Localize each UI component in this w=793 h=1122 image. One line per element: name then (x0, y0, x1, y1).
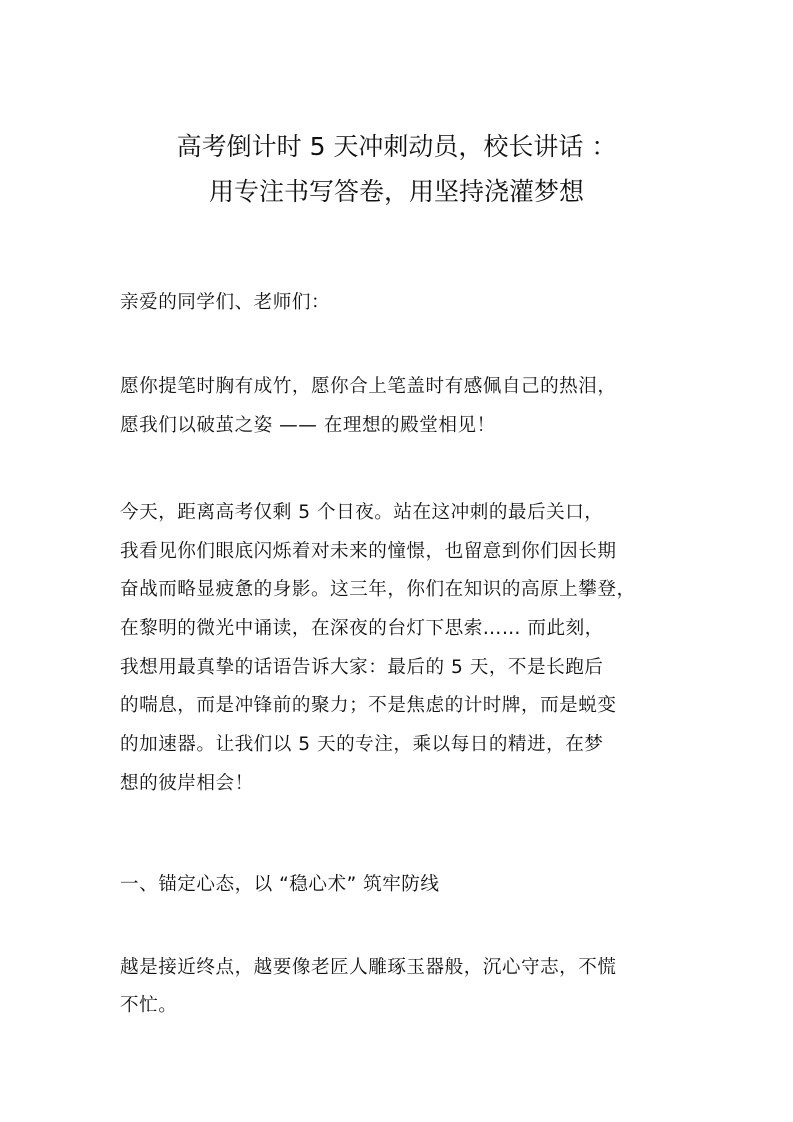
paragraph-line: 想的彼岸相会！ (120, 773, 254, 794)
paragraph-line: 奋战而略显疲惫的身影。这三年，你们在知识的高原上攀登， (120, 579, 636, 600)
salutation: 亲爱的同学们、老师们： (120, 292, 331, 313)
paragraph-line: 我看见你们眼底闪烁着对未来的憧憬，也留意到你们因长期 (120, 541, 617, 562)
paragraph-line: 愿你提笔时胸有成竹，愿你合上笔盖时有感佩自己的热泪， (120, 376, 617, 397)
paragraph-line: 今天，距离高考仅剩 5 个日夜。站在这冲刺的最后关口， (120, 502, 604, 523)
title-line-1: 高考倒计时 5 天冲刺动员，校长讲话 ： (176, 132, 617, 161)
paragraph-line: 我想用最真挚的话语告诉大家：最后的 5 天，不是长跑后 (120, 657, 604, 678)
paragraph-line: 越是接近终点，越要像老匠人雕琢玉器般，沉心守志，不慌 (120, 957, 617, 978)
section-heading: 一、锚定心态，以 “稳心术” 筑牢防线 (120, 874, 440, 895)
title-line-2: 用专注书写答卷，用坚持浇灌梦想 (208, 177, 584, 206)
paragraph-line: 的喘息，而是冲锋前的聚力；不是焦虑的计时牌，而是蜕变 (120, 695, 617, 716)
paragraph-line: 在黎明的微光中诵读，在深夜的台灯下思索…… 而此刻， (120, 618, 604, 639)
paragraph-line: 愿我们以破茧之姿 —— 在理想的殿堂相见！ (120, 415, 496, 436)
paragraph-line: 不忙。 (120, 995, 178, 1016)
paragraph-line: 的加速器。让我们以 5 天的专注，乘以每日的精进，在梦 (120, 734, 604, 755)
